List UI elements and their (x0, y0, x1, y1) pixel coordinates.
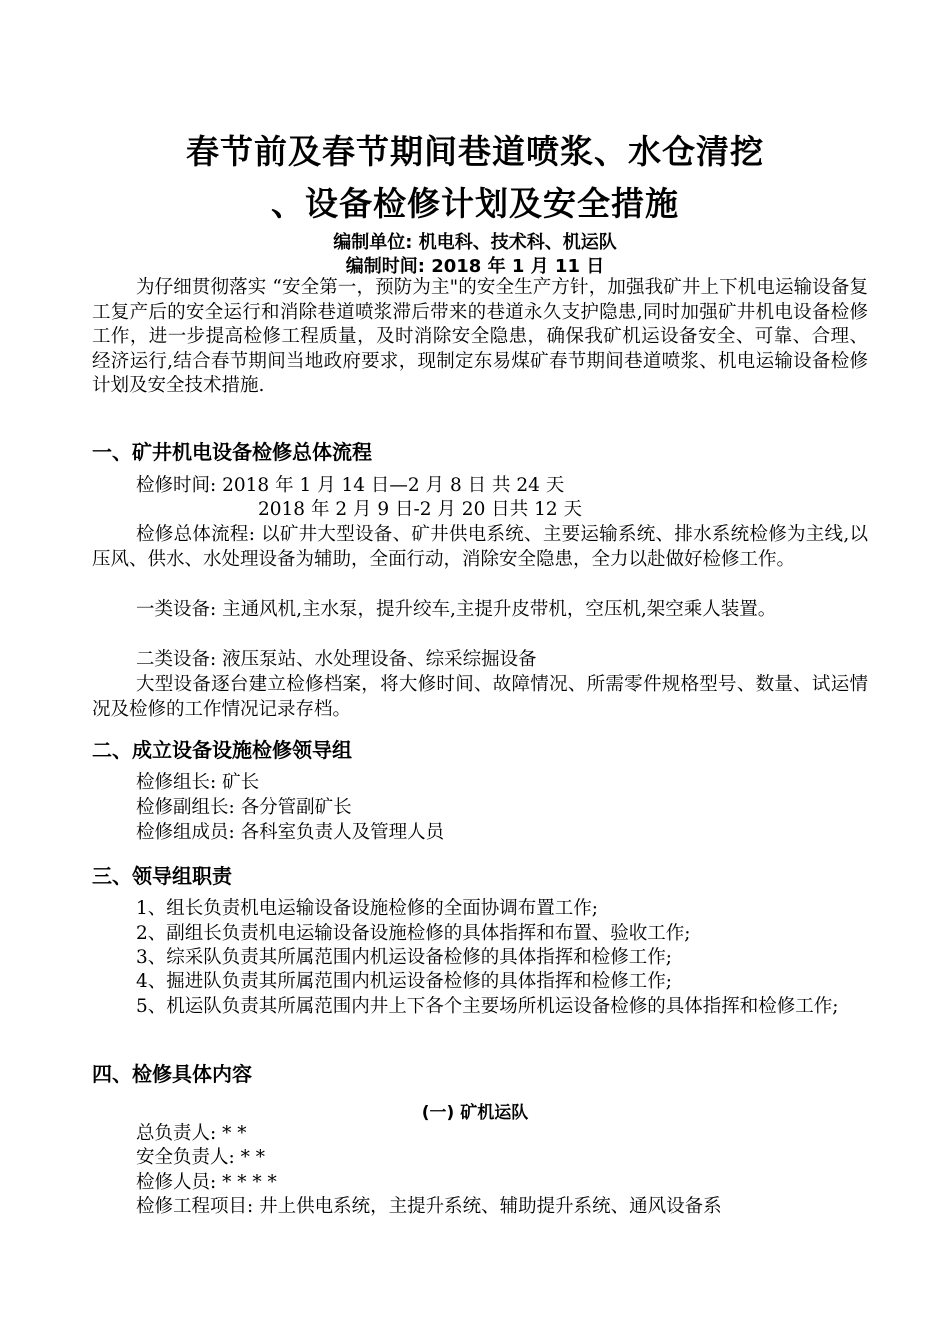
duty-item: 3、综采队负责其所属范围内机运设备检修的具体指挥和检修工作; (136, 947, 673, 968)
section-1-heading: 一、矿井机电设备检修总体流程 (92, 440, 372, 464)
subsection-mine-transport-team: (一) 矿机运队 (421, 1103, 529, 1123)
group-members: 检修组成员: 各科室负责人及管理人员 (136, 822, 445, 843)
document-title-line1: 春节前及春节期间巷道喷浆、水仓清挖 (186, 132, 764, 171)
section-4-heading: 四、检修具体内容 (92, 1062, 252, 1086)
group-leader: 检修组长: 矿长 (136, 772, 260, 793)
chief-responsible: 总负责人: * * (136, 1123, 247, 1144)
class-2-equipment: 二类设备: 液压泵站、水处理设备、综采综掘设备 (136, 649, 537, 670)
document-title-line2: 、设备检修计划及安全措施 (271, 184, 679, 223)
overall-flow-paragraph: 检修总体流程: 以矿井大型设备、矿井供电系统、主要运输系统、排水系统检修为主线,以压风、供水、水处理设备为辅助，全面行动，消除安全隐患，全力以赴做好检修工作。 (92, 524, 868, 570)
section-3-heading: 三、领导组职责 (92, 864, 232, 888)
repair-time-line-1: 检修时间: 2018 年 1 月 14 日—2 月 8 日 共 24 天 (136, 475, 565, 496)
duty-item: 2、副组长负责机电运输设备设施检修的具体指挥和布置、验收工作; (136, 923, 691, 944)
safety-responsible: 安全负责人: * * (136, 1147, 265, 1168)
repair-time-line-2: 2018 年 2 月 9 日-2 月 20 日共 12 天 (258, 499, 583, 520)
section-2-heading: 二、成立设备设施检修领导组 (92, 738, 352, 762)
archive-paragraph: 大型设备逐台建立检修档案，将大修时间、故障情况、所需零件规格型号、数量、试运情况及检修的工作情况记录存档。 (92, 674, 868, 720)
duty-item: 1、组长负责机电运输设备设施检修的全面协调布置工作; (136, 898, 599, 919)
compiling-date: 编制时间: 2018 年 1 月 11 日 (345, 256, 605, 277)
duty-item: 5、机运队负责其所属范围内井上下各个主要场所机运设备检修的具体指挥和检修工作; (136, 996, 839, 1017)
intro-paragraph: 为仔细贯彻落实 “安全第一，预防为主"的安全生产方针，加强我矿井上下机电运输设备复工复产后的安全运行和消除巷道喷浆滞后带来的巷道永久支护隐患,同时加强矿井机电设备检修工作，进一步提高检修工程质量，及时消除安全隐患，确保我矿机运设备安全、可靠、合理、经济运行,结合春节期间当地政府要求，现制定东易煤矿春节期间巷道喷浆、机电运输设备检修计划及安全技术措施. (92, 277, 868, 397)
class-1-equipment: 一类设备: 主通风机,主水泵，提升绞车,主提升皮带机，空压机,架空乘人装置。 (136, 599, 777, 620)
deputy-leader: 检修副组长: 各分管副矿长 (136, 797, 352, 818)
duty-item: 4、掘进队负责其所属范围内机运设备检修的具体指挥和检修工作; (136, 971, 673, 992)
compiling-unit: 编制单位: 机电科、技术科、机运队 (333, 232, 617, 253)
repair-project: 检修工程项目: 井上供电系统，主提升系统、辅助提升系统、通风设备系 (136, 1196, 722, 1217)
repair-staff: 检修人员: * * * * (136, 1172, 277, 1193)
